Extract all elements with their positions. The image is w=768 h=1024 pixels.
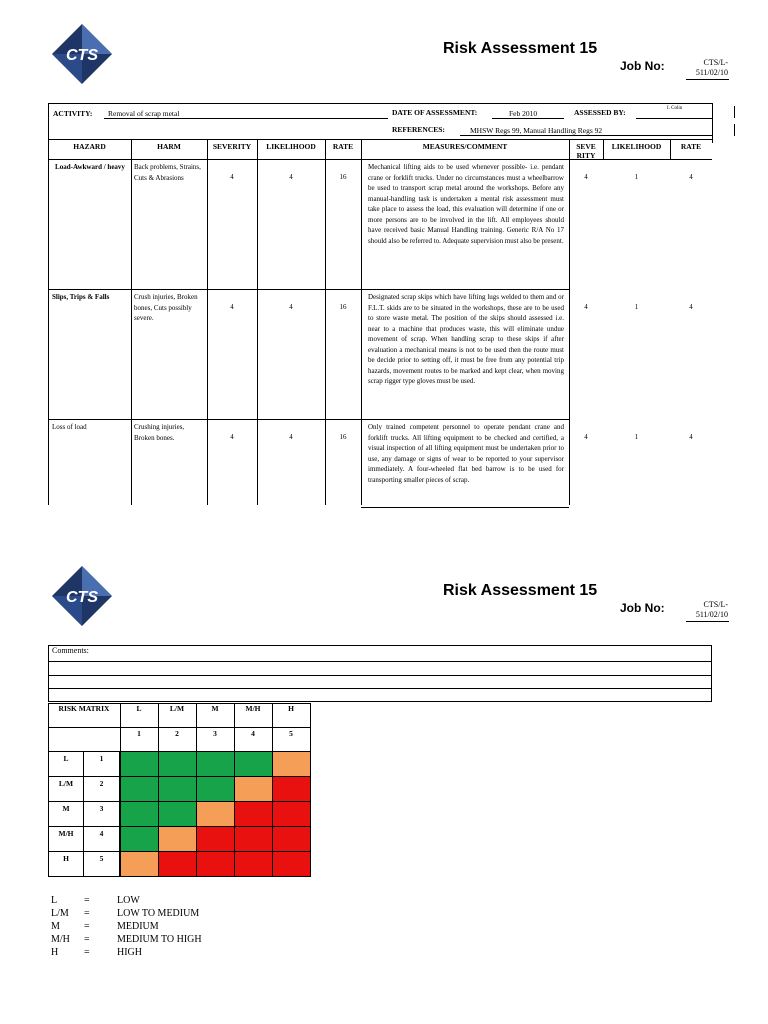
cts-logo-icon [52,566,112,626]
matrix-row-label: M [62,804,70,813]
references-label: REFERENCES: [392,125,445,134]
legend-equals: = [84,934,90,945]
row3-likelihood: 4 [289,433,293,441]
row2-likelihood: 4 [289,303,293,311]
matrix-row-number: 5 [99,854,104,863]
matrix-col-number: 3 [213,729,217,738]
row3-severity2: 4 [584,433,588,441]
comments-label: Comments: [52,646,89,655]
row1-harm: Back problems, Strains, Cuts & Abrasions [134,163,201,182]
row1-severity2: 4 [584,173,588,181]
col-likelihood: LIKELIHOOD [266,142,316,151]
row2-harm: Crush injuries, Broken bones, Cuts possibly severe. [134,293,198,322]
matrix-col-number: 5 [289,729,293,738]
row1-rate: 16 [339,173,347,181]
row1-severity: 4 [230,173,234,181]
row3-rate2: 4 [689,433,693,441]
legend-abbr: L/M [51,908,69,919]
matrix-row-label: L/M [58,779,74,788]
legend-meaning: MEDIUM [117,921,159,932]
legend-meaning: LOW TO MEDIUM [117,908,200,919]
col-rate: RATE [332,142,354,151]
row2-hazard: Slips, Trips & Falls [52,293,110,301]
row3-harm: Crushing injuries, Broken bones. [134,423,185,442]
matrix-row-label: H [63,854,69,863]
matrix-risk-cell [272,826,311,852]
activity-label: ACTIVITY: [53,109,93,118]
matrix-risk-cell [120,801,159,827]
matrix-risk-cell [158,751,197,777]
job-no-value: CTS/L-511/02/10 [686,600,729,622]
matrix-col-label: L [136,704,142,713]
legend-equals: = [84,895,90,906]
col-severity-residual: SEVE RITY [576,142,596,160]
col-hazard: HAZARD [73,142,106,151]
row3-likelihood2: 1 [634,433,639,441]
legend-abbr: M [51,921,60,932]
legend-meaning: MEDIUM TO HIGH [117,934,202,945]
matrix-blank-cell [48,727,121,752]
col-measures: MEASURES/COMMENT [422,142,508,151]
matrix-risk-cell [120,851,159,877]
legend-abbr: L [51,895,58,906]
matrix-risk-cell [196,751,235,777]
cts-logo-icon [52,24,112,84]
row1-likelihood2: 1 [634,173,639,181]
col-harm: HARM [157,142,181,151]
matrix-title: RISK MATRIX [58,704,110,713]
logo-text: CTS [66,589,98,606]
row1-hazard: Load-Awkward / heavy [55,163,125,171]
matrix-row-label: L [63,754,69,763]
row2-severity2: 4 [584,303,588,311]
assessed-by-label: ASSESSED BY: [574,108,626,117]
matrix-row-number: 2 [99,779,104,788]
matrix-risk-cell [234,751,273,777]
legend-equals: = [84,921,90,932]
matrix-risk-cell [234,826,273,852]
row3-hazard: Loss of load [52,423,87,431]
matrix-risk-cell [272,851,311,877]
row2-rate2: 4 [689,303,693,311]
legend-meaning: LOW [117,895,140,906]
assessed-by-value: I. Colin [667,106,683,111]
date-value: Feb 2010 [509,109,538,118]
row2-severity: 4 [230,303,234,311]
references-value: MHSW Regs 99, Manual Handling Regs 92 [470,126,603,135]
matrix-risk-cell [234,801,273,827]
matrix-col-number: 2 [175,729,179,738]
row3-measures: Only trained competent personnel to operate pendant crane and forklift trucks. All lifting equipment to be checked and certified, a visual inspection of all lifting equipment must be undertaken prior to use, any damage or signs of wear to be reported to your supervisor immediately. A four-wheeled flat bed barrow is to be used for transporting smaller pieces of scrap. [368,423,564,484]
matrix-risk-cell [120,776,159,802]
activity-value: Removal of scrap metal [108,109,180,118]
matrix-col-label: L/M [169,704,185,713]
col-severity: SEVERITY [212,142,252,151]
matrix-row-number: 1 [99,754,104,763]
matrix-row-number: 3 [99,804,104,813]
matrix-risk-cell [120,826,159,852]
matrix-col-label: H [288,704,294,713]
matrix-col-number: 4 [251,729,255,738]
matrix-risk-cell [272,801,311,827]
row2-likelihood2: 1 [634,303,639,311]
legend-meaning: HIGH [117,947,142,958]
row3-rate: 16 [339,433,347,441]
matrix-risk-cell [158,851,197,877]
row2-rate: 16 [339,303,347,311]
legend-equals: = [84,947,90,958]
matrix-risk-cell [196,826,235,852]
job-no-label: Job No: [620,59,665,73]
matrix-col-number: 1 [137,729,141,738]
job-no-value: CTS/L-511/02/10 [686,58,729,80]
col-rate-residual: RATE [680,142,702,151]
page-title: Risk Assessment 15 [443,40,598,57]
matrix-risk-cell [196,776,235,802]
logo-text: CTS [66,47,98,64]
matrix-risk-cell [234,851,273,877]
page-title: Risk Assessment 15 [443,582,598,599]
matrix-risk-cell [158,776,197,802]
row1-rate2: 4 [689,173,693,181]
legend-equals: = [84,908,90,919]
date-label: DATE OF ASSESSMENT: [392,108,478,117]
matrix-risk-cell [196,851,235,877]
matrix-risk-cell [196,801,235,827]
matrix-col-label: M [211,704,219,713]
comments-box [48,645,712,702]
matrix-row-number: 4 [99,829,104,838]
legend-abbr: M/H [51,934,70,945]
matrix-risk-cell [120,751,159,777]
legend-abbr: H [51,947,59,958]
matrix-risk-cell [158,801,197,827]
row1-measures: Mechanical lifting aids to be used whenever possible- i.e. pendant crane or forklift trucks. Under no circumstances must a wheelbarrow be used to transport scrap metal around the workshops. Before any manual-handling task is undertaken a mental risk assessment must take place to assess the load, this evaluation will determine if one or more persons are to be involved in the lift. All employees should have received basic Manual Handling training. Generic R/A No 17 should also be referred to. Adequate supervision must also be present. [368,163,564,245]
matrix-risk-cell [158,826,197,852]
matrix-risk-cell [234,776,273,802]
matrix-col-label: M/H [245,704,261,713]
row1-likelihood: 4 [289,173,293,181]
job-no-label: Job No: [620,601,665,615]
row3-severity: 4 [230,433,234,441]
matrix-risk-cell [272,751,311,777]
row2-measures: Designated scrap skips which have lifting lugs welded to them and or F.L.T. skids are to be situated in the workshops, these are to be used to store waste metal. The position of the skips should assessed i.e. near to a machine that produces waste, this will eliminate undue movement of scrap. When handling scrap to these skips if after evaluation a mechanical means is not to be used then the route must be decide prior to setting off, it must be free from any potential trip hazards, movement routes to be marked and kept clear, when moving scrap rigger type gloves must be used. [368,293,564,385]
col-likelihood-residual: LIKELIHOOD [611,142,662,151]
matrix-risk-cell [272,776,311,802]
matrix-row-label: M/H [58,829,74,838]
